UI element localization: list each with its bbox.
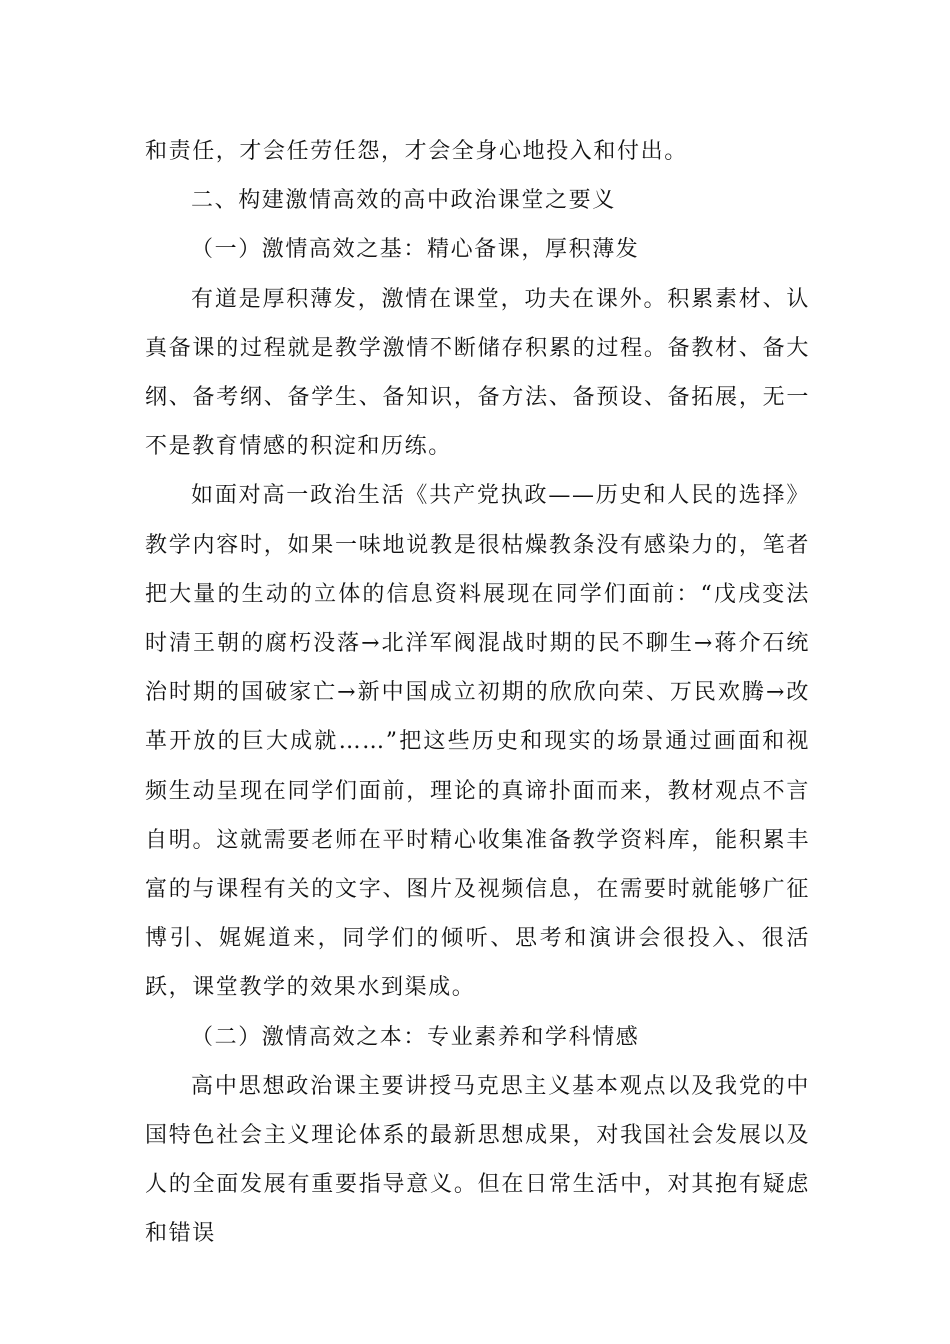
body-paragraph-1: 有道是厚积薄发，激情在课堂，功夫在课外。积累素材、认真备课的过程就是教学激情不断储存积累的过程。备教材、备大纲、备考纲、备学生、备知识，备方法、备预设、备拓展，无一不是教育情感的积淀和历练。 [145, 286, 810, 460]
subsection-heading-1: （一）激情高效之基：精心备课，厚积薄发 [191, 237, 640, 263]
continuation-paragraph: 和责任，才会任劳任怨，才会全身心地投入和付出。 [145, 139, 688, 164]
subsection-heading-2: （二）激情高效之本：专业素养和学科情感 [191, 1024, 640, 1050]
body-paragraph-3: 高中思想政治课主要讲授马克思主义基本观点以及我党的中国特色社会主义理论体系的最新思想成果，对我国社会发展以及人的全面发展有重要指导意义。但在日常生活中，对其抱有疑虑和错误 [145, 1073, 810, 1247]
section-heading: 二、构建激情高效的高中政治课堂之要义 [191, 188, 616, 214]
document-page [145, 127, 810, 1259]
body-paragraph-2: 如面对高一政治生活《共产党执政——历史和人民的选择》教学内容时，如果一味地说教是很枯燥教条没有感染力的，笔者把大量的生动的立体的信息资料展现在同学们面前：“戊戌变法时清王朝的腐朽没落→北洋军阀混战时期的民不聊生→蒋介石统治时期的国破家亡→新中国成立初期的欣欣向荣、万民欢腾→改革开放的巨大成就……”把这些历史和现实的场景通过画面和视频生动呈现在同学们面前，理论的真谛扑面而来，教材观点不言自明。这就需要老师在平时精心收集准备教学资料库，能积累丰富的与课程有关的文字、图片及视频信息，在需要时就能够广征博引、娓娓道来，同学们的倾听、思考和演讲会很投入、很活跃，课堂教学的效果水到渠成。 [145, 483, 810, 1001]
